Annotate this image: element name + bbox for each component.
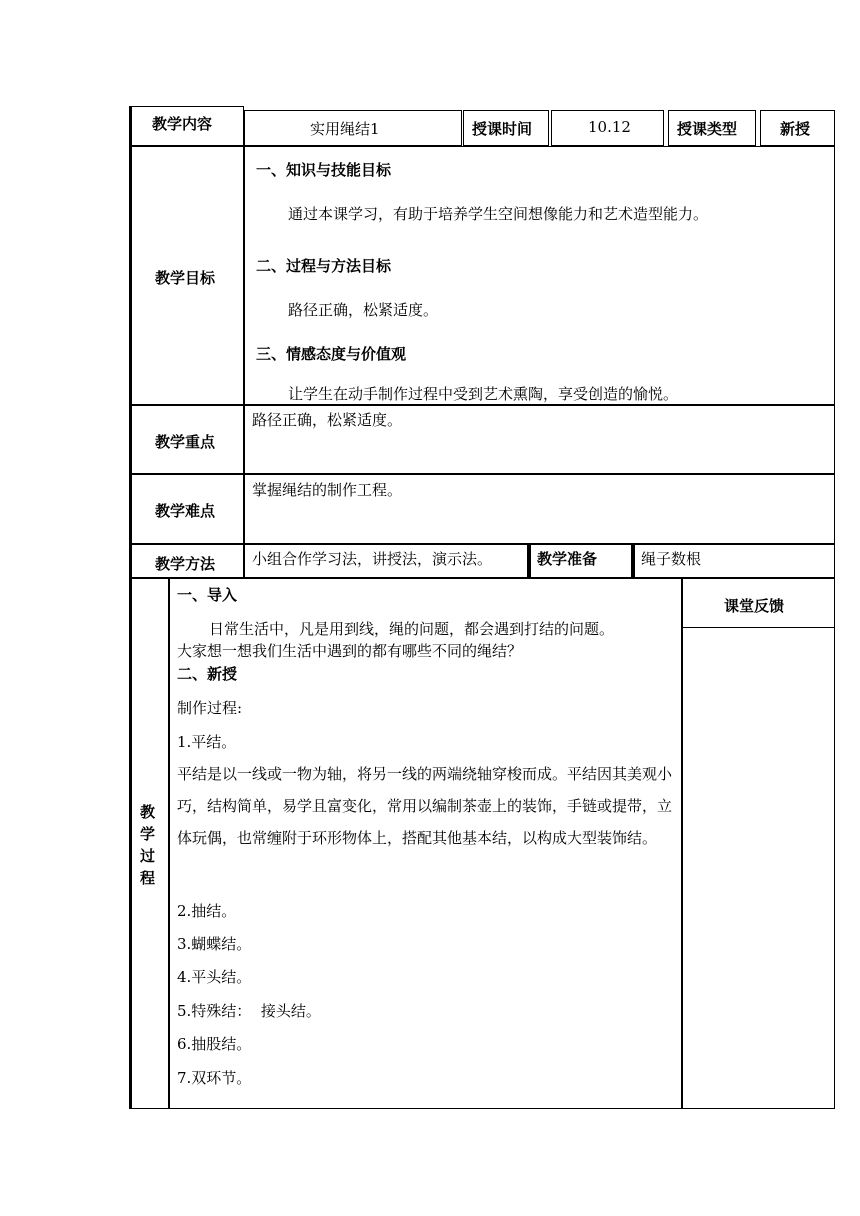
key-points-value: 路径正确，松紧适度。	[252, 411, 403, 429]
difficulties-value: 掌握绳结的制作工程。	[252, 481, 403, 499]
flat-knot-description: 平结是以一线或一物为轴，将另一线的两端绕轴穿梭而成。平结因其美观小巧，结构简单，易学且富变化，常用以编制茶壶上的装饰，手链或提带，立体玩偶，也常缠附于环形物体上，搭配其他基本结，以构成大型装饰结。	[177, 765, 673, 847]
label-class-time: 授课时间	[472, 120, 533, 138]
process-label	[140, 801, 160, 889]
knot-item-7: 7.双环节。	[177, 1069, 252, 1087]
goal-heading-1: 一、知识与技能目标	[256, 161, 392, 179]
process-label-char: 程	[140, 869, 156, 887]
label-teaching-goals: 教学目标	[155, 269, 216, 287]
make-process-label: 制作过程:	[177, 699, 243, 717]
feedback-divider	[682, 627, 835, 628]
content-value: 实用绳结1	[310, 120, 380, 138]
label-key-points: 教学重点	[155, 433, 216, 451]
prep-value: 绳子数根	[641, 550, 702, 568]
class-type-value: 新授	[780, 120, 811, 138]
process-label-char: 学	[140, 825, 156, 843]
label-methods: 教学方法	[155, 555, 216, 573]
intro-heading: 一、导入	[177, 586, 238, 604]
methods-value: 小组合作学习法，讲授法，演示法。	[252, 550, 493, 568]
knot-item-3: 3.蝴蝶结。	[177, 935, 252, 953]
feedback-cell	[682, 578, 835, 1109]
label-feedback: 课堂反馈	[724, 597, 785, 615]
knot-item-2: 2.抽结。	[177, 902, 237, 920]
knot-item-1: 1.平结。	[177, 733, 237, 751]
goal-text-1: 通过本课学习，有助于培养学生空间想像能力和艺术造型能力。	[288, 205, 709, 223]
label-teaching-content: 教学内容	[152, 115, 213, 133]
new-lesson-heading: 二、新授	[177, 665, 238, 683]
knot-item-6: 6.抽股结。	[177, 1035, 252, 1053]
goal-text-3: 让学生在动手制作过程中受到艺术熏陶，享受创造的愉悦。	[288, 385, 679, 403]
knot-item-4: 4.平头结。	[177, 968, 252, 986]
knot-item-5: 5.特殊结： 接头结。	[177, 1002, 321, 1020]
intro-line-2: 大家想一想我们生活中遇到的都有哪些不同的绳结？	[177, 642, 523, 660]
goal-heading-2: 二、过程与方法目标	[256, 257, 392, 275]
class-time-value: 10.12	[588, 118, 631, 136]
goal-text-2: 路径正确，松紧适度。	[288, 301, 439, 319]
process-label-char: 过	[140, 847, 156, 865]
intro-line-1: 日常生活中，凡是用到线，绳的问题，都会遇到打结的问题。	[209, 620, 615, 638]
label-preparation: 教学准备	[537, 550, 598, 568]
label-difficulties: 教学难点	[155, 502, 216, 520]
process-label-char: 教	[140, 803, 156, 821]
goal-heading-3: 三、情感态度与价值观	[256, 345, 407, 363]
label-class-type: 授课类型	[677, 120, 738, 138]
